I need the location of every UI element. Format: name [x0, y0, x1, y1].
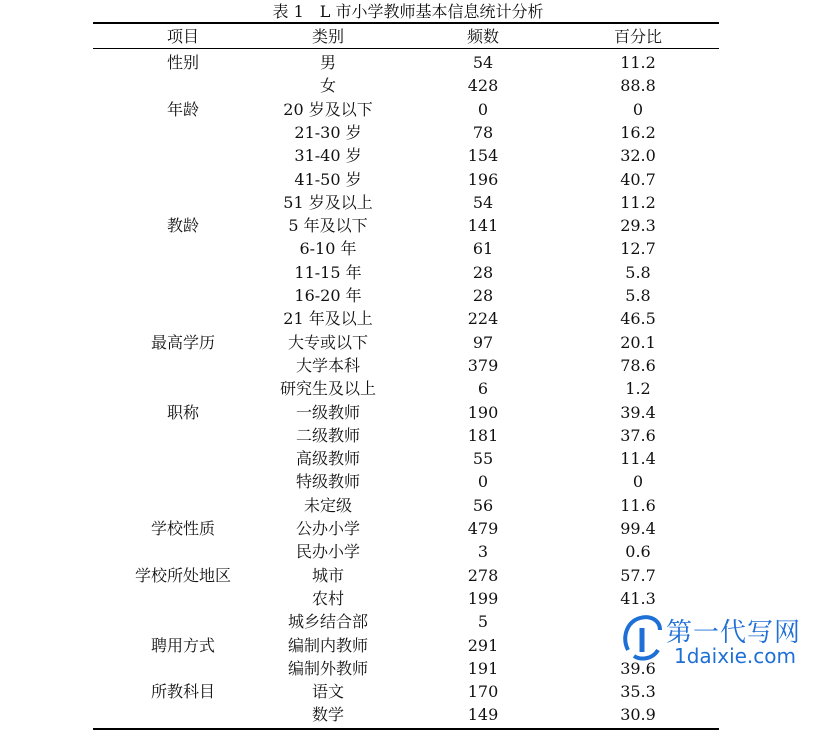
table-row: [93, 284, 719, 307]
cell-frequency: 55: [472, 449, 494, 469]
cell-category: 11-15 年: [294, 262, 362, 282]
cell-percent: 5.8: [625, 286, 651, 305]
cell-item: 所教科目: [150, 682, 215, 702]
table-row: [93, 424, 719, 447]
cell-frequency: 78: [472, 122, 494, 142]
cell-percent: 20.1: [620, 332, 656, 352]
table-row: [93, 51, 719, 74]
cell-percent: 29.3: [620, 216, 656, 236]
cell-frequency: 61: [472, 239, 494, 259]
table-row: [93, 447, 719, 470]
table-row: [93, 470, 719, 493]
cell-category: 城乡结合部: [287, 612, 368, 632]
cell-percent: 39.6: [620, 658, 656, 678]
cell-item: [113, 354, 253, 377]
cell-frequency: 278: [467, 565, 499, 585]
cell-category: 大专或以下: [287, 332, 368, 352]
cell-frequency: 149: [467, 705, 499, 725]
bottom-rule: [93, 728, 719, 730]
cell-item: 性别: [166, 53, 199, 72]
cell-percent: 11.2: [620, 192, 656, 212]
cell-frequency: 5: [477, 612, 489, 632]
cell-percent: 39.4: [620, 402, 656, 422]
cell-category: 民办小学: [295, 542, 360, 562]
cell-item: 最高学历: [150, 332, 215, 352]
cell-percent: 12.7: [620, 239, 656, 259]
cell-frequency: 291: [467, 635, 499, 655]
cell-item: [113, 540, 253, 563]
cell-category: 语文: [311, 682, 344, 702]
cell-item: [113, 494, 253, 517]
cell-percent: 16.2: [620, 122, 656, 142]
table-row: [93, 540, 719, 563]
cell-category: 未定级: [303, 495, 352, 515]
cell-frequency: 181: [467, 425, 499, 445]
cell-frequency: 6: [477, 379, 489, 399]
cell-frequency: 199: [467, 588, 499, 608]
top-rule: [93, 22, 719, 24]
table-row: [93, 237, 719, 260]
cell-category: 高级教师: [295, 449, 360, 469]
cell-category: 6-10 年: [299, 239, 357, 259]
cell-percent: 40.7: [620, 169, 656, 189]
table-row: [93, 680, 719, 703]
cell-frequency: 191: [467, 658, 499, 678]
cell-category: 编制外教师: [287, 658, 368, 678]
cell-frequency: 54: [472, 192, 494, 212]
table-row: [93, 377, 719, 400]
cell-category: 5 年及以下: [288, 216, 368, 236]
cell-percent: 57.7: [620, 565, 656, 585]
table-row: [93, 98, 719, 121]
cell-item: [113, 237, 253, 260]
cell-category: 农村: [311, 588, 344, 608]
table-row: [93, 191, 719, 214]
table-row: [93, 74, 719, 97]
table-row: [93, 564, 719, 587]
cell-category: 编制内教师: [287, 635, 368, 655]
cell-percent: 11.6: [620, 495, 656, 515]
cell-percent: 0.6: [625, 542, 651, 562]
cell-category: 二级教师: [295, 425, 360, 445]
cell-frequency: 56: [472, 495, 494, 515]
cell-category: 男: [319, 53, 336, 72]
cell-item: [113, 261, 253, 284]
cell-item: [113, 144, 253, 167]
cell-item: [113, 168, 253, 191]
cell-category: 51 岁及以上: [283, 192, 373, 212]
cell-item: [113, 447, 253, 470]
cell-category: 21 年及以上: [283, 309, 373, 329]
cell-item: [113, 377, 253, 400]
table-row: [93, 214, 719, 237]
cell-percent: 46.5: [620, 309, 656, 329]
cell-category: 特级教师: [295, 472, 360, 492]
cell-item: [113, 587, 253, 610]
cell-category: 研究生及以上: [279, 379, 376, 399]
cell-item: 教龄: [166, 216, 199, 236]
cell-item: 年龄: [166, 99, 199, 119]
cell-frequency: 190: [467, 402, 499, 422]
cell-item: [113, 284, 253, 307]
cell-frequency: 154: [467, 146, 499, 166]
cell-frequency: 0: [477, 99, 489, 119]
cell-item: [113, 424, 253, 447]
cell-frequency: 170: [467, 682, 499, 702]
cell-item: [113, 191, 253, 214]
cell-frequency: 0: [477, 472, 489, 492]
cell-percent: 5.8: [625, 262, 651, 282]
table-row: [93, 331, 719, 354]
cell-percent: 88.8: [620, 76, 656, 96]
watermark-url: 1daixie.com: [674, 644, 797, 668]
cell-item: [113, 470, 253, 493]
cell-frequency: 3: [477, 542, 489, 562]
table-row: [93, 121, 719, 144]
cell-percent: 99.4: [620, 519, 656, 538]
cell-category: 公办小学: [295, 519, 360, 538]
cell-item: 职称: [166, 402, 199, 422]
cell-frequency: 28: [472, 262, 494, 282]
watermark: [614, 606, 814, 676]
cell-category: 41-50 岁: [294, 169, 362, 189]
cell-percent: 0: [632, 99, 644, 119]
cell-percent: 1.2: [625, 379, 651, 399]
cell-percent: 78.6: [620, 355, 656, 375]
cell-category: 一级教师: [295, 402, 360, 422]
cell-frequency: 379: [467, 355, 499, 375]
header-category: 类别: [311, 27, 344, 46]
cell-frequency: 54: [472, 53, 494, 72]
cell-frequency: 141: [467, 216, 499, 236]
cell-frequency: 28: [472, 286, 494, 305]
cell-item: 学校性质: [150, 519, 215, 538]
cell-percent: 37.6: [620, 425, 656, 445]
cell-frequency: 479: [467, 519, 499, 538]
cell-frequency: 97: [472, 332, 494, 352]
cell-percent: 11.4: [620, 449, 656, 469]
table-row: [93, 517, 719, 540]
cell-percent: 0: [632, 472, 644, 492]
table-row: [93, 354, 719, 377]
table-row: [93, 261, 719, 284]
watermark-text: 第一代写网: [666, 618, 802, 648]
cell-item: [113, 74, 253, 97]
table-row: [93, 401, 719, 424]
table-row: [93, 168, 719, 191]
cell-category: 大学本科: [295, 355, 360, 375]
header-rule: [93, 48, 719, 49]
header-percent: 百分比: [613, 27, 662, 46]
table-row: [93, 703, 719, 726]
cell-percent: 30.9: [620, 705, 656, 725]
cell-category: 数学: [311, 705, 344, 725]
cell-item: [113, 307, 253, 330]
table-row: [93, 144, 719, 167]
table-row: [93, 494, 719, 517]
cell-percent: 11.2: [620, 53, 656, 72]
cell-frequency: 196: [467, 169, 499, 189]
cell-frequency: 224: [467, 309, 499, 329]
cell-category: 21-30 岁: [294, 122, 362, 142]
header-frequency: 频数: [466, 27, 499, 46]
cell-category: 城市: [311, 565, 344, 585]
cell-item: 学校所处地区: [134, 565, 231, 585]
cell-item: [113, 657, 253, 680]
cell-category: 31-40 岁: [294, 146, 362, 166]
cell-percent: 35.3: [620, 682, 656, 702]
cell-item: [113, 121, 253, 144]
cell-item: [113, 703, 253, 726]
cell-frequency: 428: [467, 76, 499, 96]
cell-percent: 32.0: [620, 146, 656, 166]
table-caption: 表 1 L 市小学教师基本信息统计分析: [272, 2, 544, 21]
watermark-logo-icon: [620, 610, 664, 666]
cell-percent: 41.3: [620, 588, 656, 608]
table-header-row: [93, 25, 719, 48]
cell-item: 聘用方式: [150, 635, 215, 655]
table-row: [93, 307, 719, 330]
cell-item: [113, 610, 253, 633]
cell-category: 16-20 年: [294, 286, 362, 305]
cell-category: 20 岁及以下: [283, 99, 373, 119]
header-item: 项目: [166, 27, 199, 46]
cell-category: 女: [319, 76, 336, 96]
